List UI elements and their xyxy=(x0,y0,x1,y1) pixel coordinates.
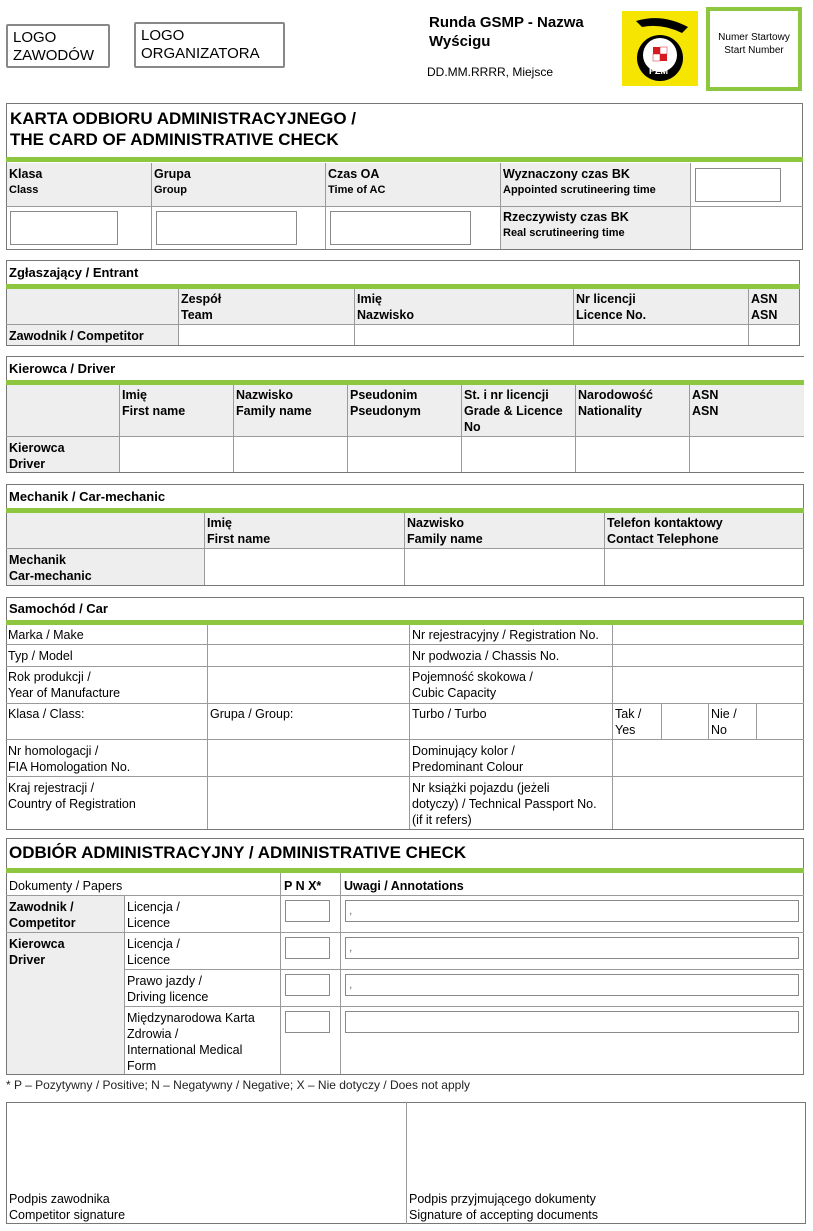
appointed-time-label-en: Appointed scrutineering time xyxy=(503,184,656,196)
mechanic-row-label: Mechanik Car-mechanic xyxy=(9,553,92,583)
driver-col-licence: St. i nr licencji Grade & Licence No xyxy=(464,388,563,434)
driver-col-pseudonym: Pseudonim Pseudonym xyxy=(350,388,421,418)
pnx-input-medical-form[interactable] xyxy=(285,1011,330,1033)
annotation-input-driving-licence[interactable]: , xyxy=(345,974,799,996)
competitor-signature-label: Podpis zawodnika Competitor signature xyxy=(9,1192,126,1222)
pzm-logo xyxy=(622,11,698,86)
appointed-time-input[interactable] xyxy=(695,168,781,202)
card-title: KARTA ODBIORU ADMINISTRACYJNEGO / THE CARD OF ADMINISTRATIVE CHECK xyxy=(10,109,356,149)
start-number-frame xyxy=(706,7,802,91)
pnx-input-driving-licence[interactable] xyxy=(285,974,330,996)
entrant-title: Zgłaszający / Entrant xyxy=(9,265,139,280)
annotation-input-medical-form[interactable] xyxy=(345,1011,799,1033)
class-label: Klasa xyxy=(9,167,43,181)
pzm-logo-text: PZM xyxy=(649,66,668,76)
car-passport-label: Nr książki pojazdu (jeżeli dotyczy) / Technical Passport No. (if it refers) xyxy=(412,781,597,827)
car-turbo-label: Turbo / Turbo xyxy=(412,707,487,721)
entrant-row-label: Zawodnik / Competitor xyxy=(9,329,144,343)
pnx-input-driver-licence[interactable] xyxy=(285,937,330,959)
logo-event: LOGO ZAWODÓW xyxy=(6,24,110,68)
competitor-licence-label: Licencja / Licence xyxy=(127,900,180,930)
driver-col-asn: ASN ASN xyxy=(692,388,719,418)
driver-title: Kierowca / Driver xyxy=(9,361,116,376)
card-divider xyxy=(6,157,803,162)
car-year-label: Rok produkcji / Year of Manufacture xyxy=(8,670,121,700)
turbo-yes-label: Tak / Yes xyxy=(615,707,642,737)
logo-organizer: LOGO ORGANIZATORA xyxy=(134,22,285,68)
car-capacity-label: Pojemność skokowa / Cubic Capacity xyxy=(412,670,533,700)
car-colour-label: Dominujący kolor / Predominant Colour xyxy=(412,744,524,774)
admin-divider xyxy=(6,868,804,873)
car-group-label: Grupa / Group: xyxy=(210,707,294,721)
car-divider xyxy=(6,620,804,625)
admin-driver-label: Kierowca Driver xyxy=(9,937,65,967)
pnx-input-competitor-licence[interactable] xyxy=(285,900,330,922)
start-number-label: Numer Startowy Start Number xyxy=(718,32,790,56)
mechanic-col-first-name: Imię First name xyxy=(207,516,271,546)
admin-title: ODBIÓR ADMINISTRACYJNY / ADMINISTRATIVE CHECK xyxy=(9,843,467,862)
annotations-header: Uwagi / Annotations xyxy=(344,879,464,893)
accepting-signature-label: Podpis przyjmującego dokumenty Signature of accepting documents xyxy=(409,1192,599,1222)
class-label-en: Class xyxy=(9,184,39,196)
car-class-label: Klasa / Class: xyxy=(8,707,85,721)
entrant-col-name: Imię Nazwisko xyxy=(357,292,414,322)
car-make-label: Marka / Make xyxy=(8,628,84,642)
real-time-label: Rzeczywisty czas BK xyxy=(503,210,629,224)
competitor-signature-field[interactable] xyxy=(7,1103,406,1187)
time-ac-label: Czas OA xyxy=(328,167,380,181)
driver-col-first-name: Imię First name xyxy=(122,388,186,418)
admin-competitor-label: Zawodnik / Competitor xyxy=(9,900,76,930)
driver-licence-label: Licencja / Licence xyxy=(127,937,180,967)
driver-row-label: Kierowca Driver xyxy=(9,441,65,471)
driving-licence-label: Prawo jazdy / Driving licence xyxy=(127,974,209,1004)
time-ac-input[interactable] xyxy=(330,211,471,245)
pnx-header: P N X* xyxy=(284,879,322,893)
car-country-label: Kraj rejestracji / Country of Registration xyxy=(8,781,136,811)
car-model-label: Typ / Model xyxy=(8,649,73,663)
group-input[interactable] xyxy=(156,211,297,245)
date-place: DD.MM.RRRR, Miejsce xyxy=(427,65,553,79)
car-chassis-label: Nr podwozia / Chassis No. xyxy=(412,649,560,663)
car-homologation-label: Nr homologacji / FIA Homologation No. xyxy=(8,744,131,774)
mechanic-title: Mechanik / Car-mechanic xyxy=(9,489,166,504)
driver-col-nationality: Narodowość Nationality xyxy=(578,388,654,418)
group-label-en: Group xyxy=(154,184,187,196)
papers-header: Dokumenty / Papers xyxy=(9,879,123,893)
annotation-input-driver-licence[interactable]: , xyxy=(345,937,799,959)
entrant-col-asn: ASN ASN xyxy=(751,292,778,322)
entrant-col-licence: Nr licencji Licence No. xyxy=(576,292,647,322)
mechanic-col-family-name: Nazwisko Family name xyxy=(407,516,483,546)
medical-form-label: Międzynarodowa Karta Zdrowia / International Medical Form xyxy=(127,1011,255,1073)
car-title: Samochód / Car xyxy=(9,601,108,616)
class-input[interactable] xyxy=(10,211,118,245)
turbo-no-label: Nie / No xyxy=(711,707,737,737)
time-ac-label-en: Time of AC xyxy=(328,184,386,196)
annotation-input-competitor-licence[interactable]: , xyxy=(345,900,799,922)
mechanic-col-telephone: Telefon kontaktowy Contact Telephone xyxy=(607,516,723,546)
entrant-col-team: Zespół Team xyxy=(181,292,222,322)
round-title: Runda GSMP - Nazwa Wyścigu xyxy=(429,14,584,50)
real-time-label-en: Real scrutineering time xyxy=(503,227,625,239)
driver-col-family-name: Nazwisko Family name xyxy=(236,388,312,418)
car-registration-label: Nr rejestracyjny / Registration No. xyxy=(412,628,599,642)
accepting-signature-field[interactable] xyxy=(407,1103,805,1187)
group-label: Grupa xyxy=(154,167,191,181)
start-number-field[interactable] xyxy=(710,11,798,87)
appointed-time-label: Wyznaczony czas BK xyxy=(503,167,630,181)
pnx-footnote: * P – Pozytywny / Positive; N – Negatywny / Negative; X – Nie dotyczy / Does not apply xyxy=(6,1078,470,1092)
